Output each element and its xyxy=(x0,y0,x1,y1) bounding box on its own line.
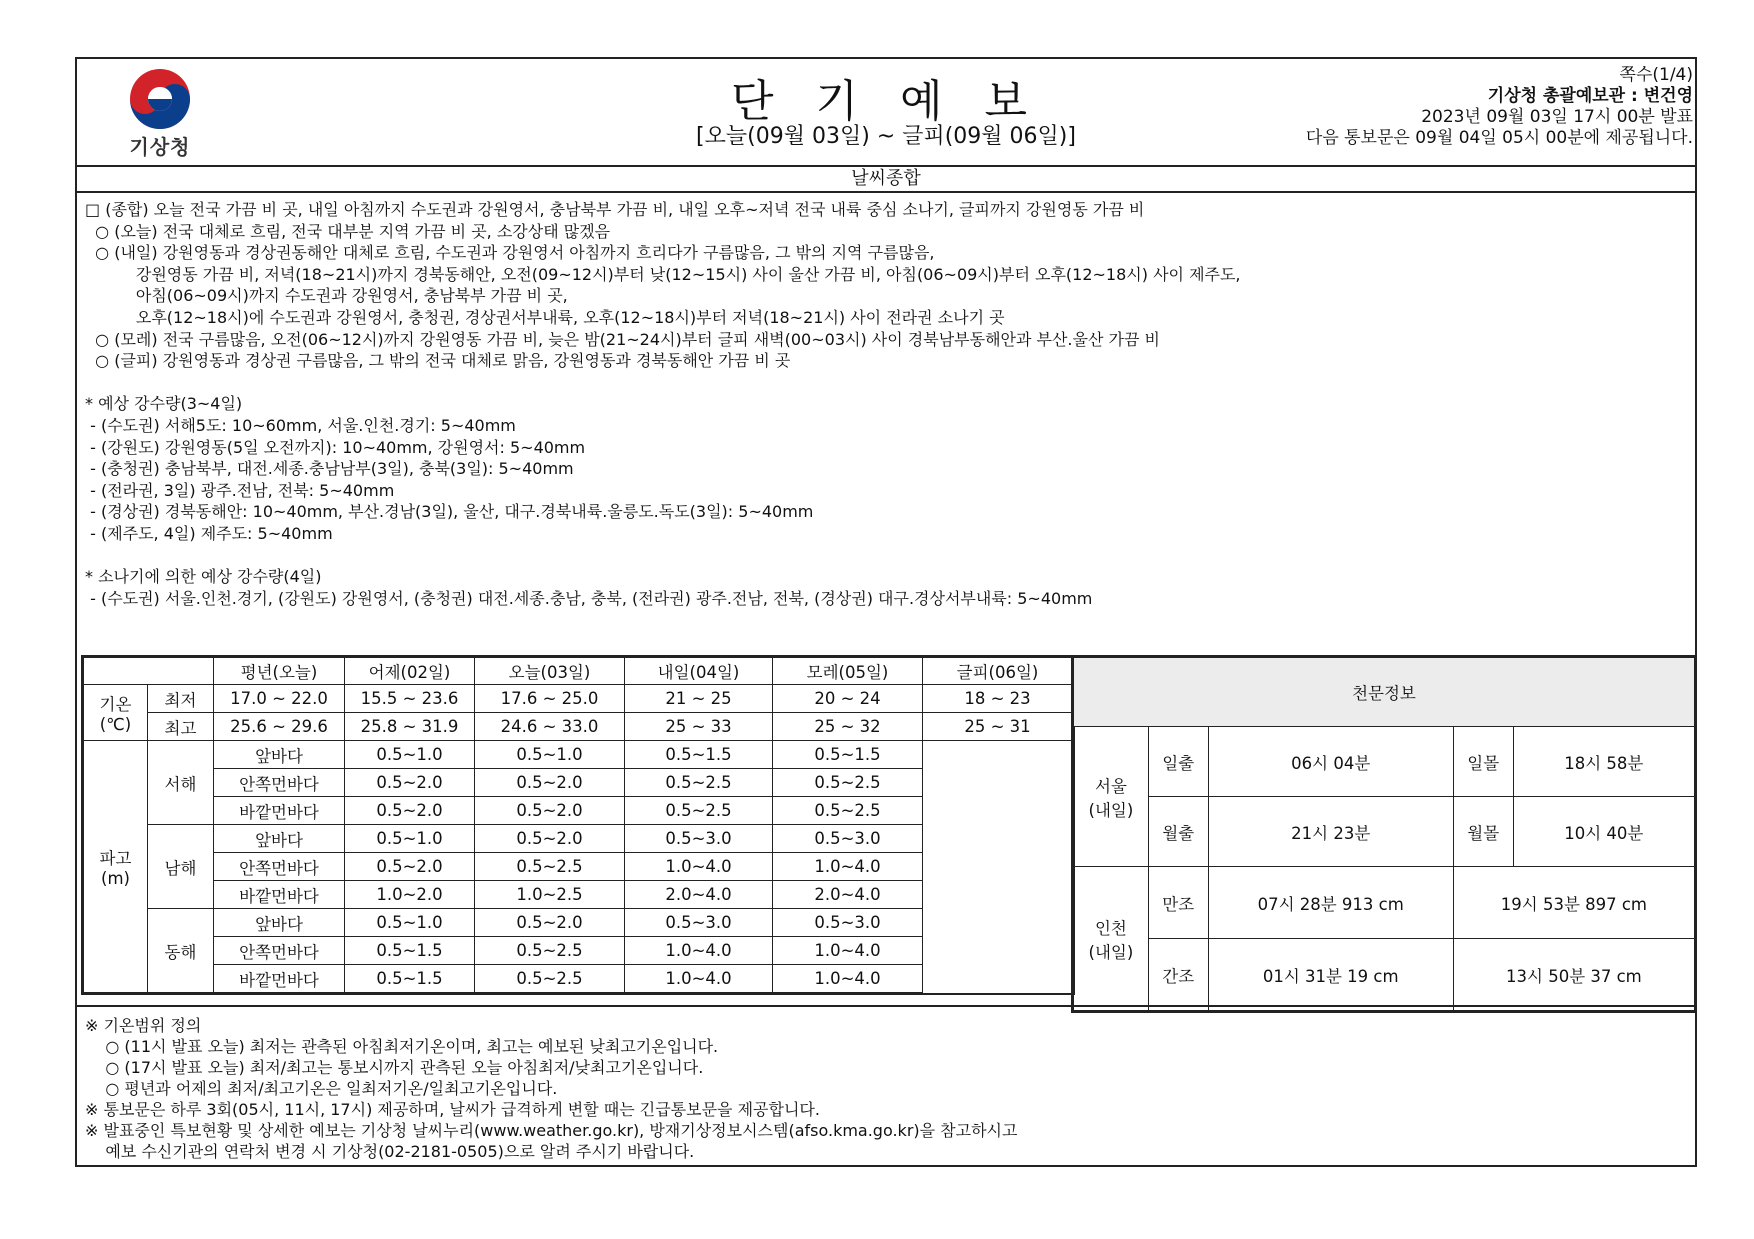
summary-line: ○ (글피) 강원영동과 경상권 구름많음, 그 밖의 전국 대체로 맑음, 강원영동과 경북동해안 가끔 비 곳 xyxy=(85,351,791,371)
table-cell: 0.5~2.0 xyxy=(475,797,625,825)
table-row xyxy=(84,937,1073,965)
table-cell: 25.6 ~ 29.6 xyxy=(214,713,345,741)
table-cell: 25 ~ 32 xyxy=(773,713,923,741)
temperature-label: 기온 (℃) xyxy=(84,685,148,741)
table-row xyxy=(84,685,1073,713)
table-cell: 0.5~2.5 xyxy=(625,769,773,797)
table-cell: 1.0~4.0 xyxy=(773,853,923,881)
table-cell: 0.5~1.0 xyxy=(345,909,475,937)
low-tide-2: 13시 50분 37 cm xyxy=(1453,939,1694,1011)
sea-zone: 앞바다 xyxy=(214,825,345,853)
table-cell: 1.0~4.0 xyxy=(625,965,773,993)
temperature-wave-table xyxy=(83,657,1073,993)
moonrise-time: 21시 23분 xyxy=(1208,797,1453,867)
moonset-label: 월몰 xyxy=(1453,797,1513,867)
sunset-time: 18시 58분 xyxy=(1513,727,1694,797)
table-row xyxy=(84,769,1073,797)
table-cell: 17.6 ~ 25.0 xyxy=(475,685,625,713)
table-cell: 0.5~2.0 xyxy=(475,769,625,797)
table-cell: 18 ~ 23 xyxy=(923,685,1073,713)
table-row xyxy=(84,825,1073,853)
table-cell: 0.5~1.5 xyxy=(345,965,475,993)
summary-line: * 예상 강수량(3~4일) xyxy=(85,394,243,414)
column-header: 내일(04일) xyxy=(625,658,773,685)
table-cell: 0.5~2.5 xyxy=(625,797,773,825)
table-cell: 0.5~2.0 xyxy=(345,853,475,881)
column-header: 모레(05일) xyxy=(773,658,923,685)
corner-cell xyxy=(84,658,214,685)
sea-zone: 바깥먼바다 xyxy=(214,965,345,993)
logo-text: 기상청 xyxy=(129,135,191,159)
table-cell: 0.5~3.0 xyxy=(773,825,923,853)
table-cell: 1.0~4.0 xyxy=(773,965,923,993)
table-cell: 20 ~ 24 xyxy=(773,685,923,713)
table-row xyxy=(84,909,1073,937)
sea-zone: 안쪽먼바다 xyxy=(214,769,345,797)
high-tide-2: 19시 53분 897 cm xyxy=(1453,867,1694,939)
table-cell: 0.5~2.5 xyxy=(773,797,923,825)
table-row xyxy=(84,853,1073,881)
sunrise-time: 06시 04분 xyxy=(1208,727,1453,797)
summary-line: ○ (내일) 강원영동과 경상권동해안 대체로 흐림, 수도권과 강원영서 아침까지 흐리다가 구름많음, 그 밖의 지역 구름많음, xyxy=(85,243,935,263)
table-header-row xyxy=(84,658,1073,685)
table-cell: 0.5~2.5 xyxy=(475,965,625,993)
astronomy-table xyxy=(1073,657,1695,1011)
sunset-label: 일몰 xyxy=(1453,727,1513,797)
sea-name: 서해 xyxy=(148,741,214,825)
summary-line: □ (종합) 오늘 전국 가끔 비 곳, 내일 아침까지 수도권과 강원영서, 충남북부 가끔 비, 내일 오후~저녁 전국 내륙 중심 소나기, 글피까지 강원영동 가끔 비 xyxy=(85,200,1145,219)
table-row xyxy=(84,741,1073,769)
astronomy-title: 천문정보 xyxy=(1074,658,1695,727)
table-cell: 0.5~1.5 xyxy=(625,741,773,769)
table-cell: 2.0~4.0 xyxy=(625,881,773,909)
summary-line: * 소나기에 의한 예상 강수량(4일) xyxy=(85,567,322,587)
table-cell: 2.0~4.0 xyxy=(773,881,923,909)
high-tide-label: 만조 xyxy=(1148,867,1208,939)
sea-zone: 앞바다 xyxy=(214,741,345,769)
table-row xyxy=(84,881,1073,909)
table-cell: 1.0~2.0 xyxy=(345,881,475,909)
summary-line: - (수도권) 서해5도: 10~60mm, 서울.인천.경기: 5~40mm xyxy=(85,415,516,435)
sea-zone: 안쪽먼바다 xyxy=(214,853,345,881)
table-cell: 25.8 ~ 31.9 xyxy=(345,713,475,741)
sea-name: 남해 xyxy=(148,825,214,909)
low-tide-label: 간조 xyxy=(1148,939,1208,1011)
table-cell: 1.0~2.5 xyxy=(475,881,625,909)
summary-line: - (경상권) 경북동해안: 10~40mm, 부산.경남(3일), 울산, 대구.경북내륙.울릉도.독도(3일): 5~40mm xyxy=(85,502,814,522)
document-header xyxy=(77,59,1695,167)
summary-line: ○ (오늘) 전국 대체로 흐림, 전국 대부분 지역 가끔 비 곳, 소강상태 많겠음 xyxy=(85,221,611,241)
table-cell: 0.5~2.5 xyxy=(773,769,923,797)
table-cell: 0.5~2.0 xyxy=(475,825,625,853)
forecast-period: [오늘(09월 03일) ~ 글피(09월 06일)] xyxy=(696,124,1076,149)
moonset-time: 10시 40분 xyxy=(1513,797,1694,867)
issue-time: 2023년 09월 03일 17시 00분 발표 xyxy=(1421,107,1693,127)
table-cell: 0.5~2.0 xyxy=(345,797,475,825)
table-cell: 17.0 ~ 22.0 xyxy=(214,685,345,713)
table-cell: 0.5~3.0 xyxy=(625,909,773,937)
table-cell: 0.5~1.5 xyxy=(773,741,923,769)
table-cell: 0.5~2.0 xyxy=(345,769,475,797)
footer-line: ○ (11시 발표 오늘) 최저는 관측된 아침최저기온이며, 최고는 예보된 낮최고기온입니다. xyxy=(85,1037,719,1056)
footer-divider xyxy=(77,1005,1695,1007)
table-cell: 0.5~2.5 xyxy=(475,853,625,881)
footer-line: ○ (17시 발표 오늘) 최저/최고는 통보시까지 관측된 오늘 아침최저/낮최고기온입니다. xyxy=(85,1058,704,1077)
table-cell: 25 ~ 33 xyxy=(625,713,773,741)
table-cell: 0.5~1.5 xyxy=(345,937,475,965)
summary-line: ○ (모레) 전국 구름많음, 오전(06~12시)까지 강원영동 가끔 비, 늦은 밤(21~24시)부터 글피 새벽(00~03시) 사이 경북남부동해안과 부산.울산 가끔 비 xyxy=(85,329,1160,349)
table-cell: 0.5~2.5 xyxy=(475,937,625,965)
summary-line: - (제주도, 4일) 제주도: 5~40mm xyxy=(85,523,333,543)
table-cell: 0.5~3.0 xyxy=(625,825,773,853)
table-cell: 1.0~4.0 xyxy=(625,937,773,965)
summary-line: 강원영동 가끔 비, 저녁(18~21시)까지 경북동해안, 오전(09~12시)부터 낮(12~15시) 사이 울산 가끔 비, 아침(06~09시)부터 오후(12~18시) 사이 제주도, xyxy=(85,264,1241,284)
low-tide-1: 01시 31분 19 cm xyxy=(1208,939,1453,1011)
summary-line: 아침(06~09시)까지 수도권과 강원영서, 충남북부 가끔 비 곳, xyxy=(85,286,568,306)
summary-line: - (충청권) 충남북부, 대전.세종.충남남부(3일), 충북(3일): 5~40mm xyxy=(85,459,574,479)
wave-height-label: 파고 (m) xyxy=(84,741,148,993)
table-cell: 0.5~3.0 xyxy=(773,909,923,937)
summary-line xyxy=(85,545,1685,567)
table-cell: 21 ~ 25 xyxy=(625,685,773,713)
table-row xyxy=(84,713,1073,741)
forecaster: 기상청 총괄예보관 : 변건영 xyxy=(1487,86,1693,106)
sea-zone: 앞바다 xyxy=(214,909,345,937)
sea-zone: 바깥먼바다 xyxy=(214,797,345,825)
column-header: 어제(02일) xyxy=(345,658,475,685)
incheon-label: 인천 (내일) xyxy=(1074,867,1149,1011)
table-cell: 24.6 ~ 33.0 xyxy=(475,713,625,741)
table-cell: 1.0~4.0 xyxy=(773,937,923,965)
high-tide-1: 07시 28분 913 cm xyxy=(1208,867,1453,939)
table-cell: 0.5~1.0 xyxy=(345,825,475,853)
table-cell: 0.5~1.0 xyxy=(475,741,625,769)
page-number: 쪽수(1/4) xyxy=(1619,65,1693,85)
table-cell: 0.5~1.0 xyxy=(345,741,475,769)
table-cell: 15.5 ~ 23.6 xyxy=(345,685,475,713)
section-title: 날씨종합 xyxy=(77,165,1695,193)
moonrise-label: 월출 xyxy=(1148,797,1208,867)
weather-summary xyxy=(85,199,1685,609)
column-header: 오늘(03일) xyxy=(475,658,625,685)
table-cell: 0.5~2.0 xyxy=(475,909,625,937)
max-temp-label: 최고 xyxy=(148,713,214,741)
table-row xyxy=(84,797,1073,825)
summary-line xyxy=(85,372,1685,394)
seoul-label: 서울 (내일) xyxy=(1074,727,1149,867)
issue-info xyxy=(1306,65,1693,149)
table-cell: 1.0~4.0 xyxy=(625,853,773,881)
footer-line: 예보 수신기관의 연락처 변경 시 기상청(02-2181-0505)으로 알려 주시기 바랍니다. xyxy=(85,1142,695,1161)
column-header: 글피(06일) xyxy=(923,658,1073,685)
sea-name: 동해 xyxy=(148,909,214,993)
summary-line: 오후(12~18시)에 수도권과 강원영서, 충청권, 경상권서부내륙, 오후(12~18시)부터 저녁(18~21시) 사이 전라권 소나기 곳 xyxy=(85,307,1005,327)
footer-line: ※ 기온범위 정의 xyxy=(85,1016,202,1035)
sea-zone: 바깥먼바다 xyxy=(214,881,345,909)
next-issue: 다음 통보문은 09월 04일 05시 00분에 제공됩니다. xyxy=(1305,128,1693,148)
footer-line: ※ 통보문은 하루 3회(05시, 11시, 17시) 제공하며, 날씨가 급격하게 변할 때는 긴급통보문을 제공합니다. xyxy=(85,1100,820,1119)
forecast-document xyxy=(75,57,1697,1167)
footer-notes xyxy=(85,1015,1017,1162)
summary-line: - (수도권) 서울.인천.경기, (강원도) 강원영서, (충청권) 대전.세종.충남, 충북, (전라권) 광주.전남, 전북, (경상권) 대구.경상서부내륙: 5~40mm xyxy=(85,588,1093,608)
document-title: 단 기 예 보 xyxy=(731,76,1041,127)
summary-line: - (전라권, 3일) 광주.전남, 전북: 5~40mm xyxy=(85,480,395,500)
sunrise-label: 일출 xyxy=(1148,727,1208,797)
column-header: 평년(오늘) xyxy=(214,658,345,685)
table-cell: 25 ~ 31 xyxy=(923,713,1073,741)
table-row xyxy=(84,965,1073,993)
min-temp-label: 최저 xyxy=(148,685,214,713)
summary-line: - (강원도) 강원영동(5일 오전까지): 10~40mm, 강원영서: 5~40mm xyxy=(85,437,586,457)
sea-zone: 안쪽먼바다 xyxy=(214,937,345,965)
footer-line: ※ 발표중인 특보현황 및 상세한 예보는 기상청 날씨누리(www.weather.go.kr), 방재기상정보시스템(afso.kma.go.kr)을 참고하시고 xyxy=(85,1121,1018,1140)
footer-line: ○ 평년과 어제의 최저/최고기온은 일최저기온/일최고기온입니다. xyxy=(85,1079,558,1098)
